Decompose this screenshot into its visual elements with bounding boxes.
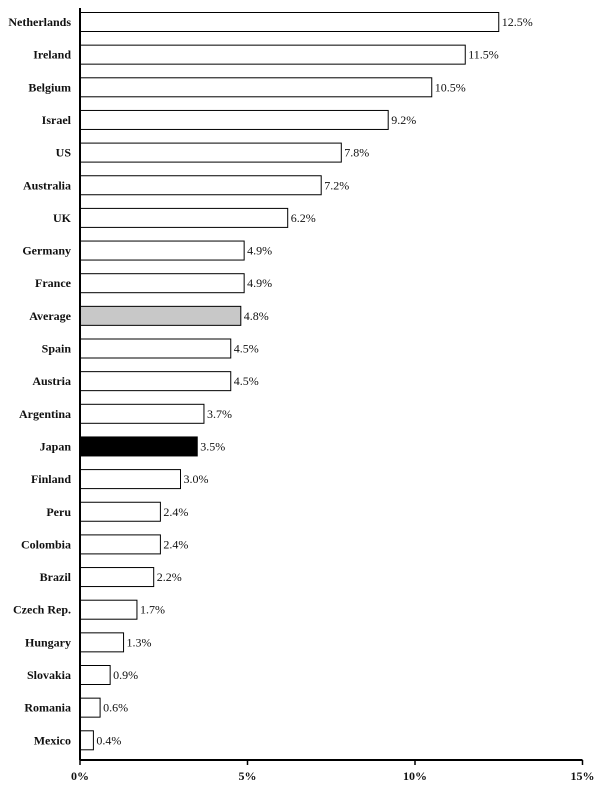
x-tick-label-10: 10% — [403, 769, 427, 783]
bar-colombia — [80, 535, 160, 554]
bar-romania — [80, 698, 100, 717]
category-label-australia: Australia — [23, 178, 71, 193]
bar-slovakia — [80, 666, 110, 685]
category-label-spain: Spain — [41, 341, 71, 356]
bar-argentina — [80, 404, 204, 423]
category-label-israel: Israel — [41, 112, 71, 127]
value-label-czech-rep: 1.7% — [139, 602, 165, 617]
value-label-us: 7.8% — [344, 145, 370, 160]
category-label-peru: Peru — [46, 504, 71, 519]
bar-hungary — [80, 633, 124, 652]
bar-israel — [80, 110, 388, 129]
category-label-slovakia: Slovakia — [26, 668, 71, 682]
bar-austria — [80, 372, 231, 391]
value-label-japan: 3.5% — [200, 439, 226, 454]
bar-germany — [80, 241, 244, 260]
bar-brazil — [80, 568, 154, 587]
bar-ireland — [80, 45, 465, 64]
bar-france — [80, 274, 244, 293]
x-tick-label-0: 0% — [71, 769, 89, 783]
bar-japan — [80, 437, 197, 456]
value-label-hungary: 1.3% — [126, 635, 152, 650]
category-label-belgium: Belgium — [28, 80, 71, 95]
category-label-japan: Japan — [39, 439, 71, 454]
bars-layer — [8, 13, 532, 750]
value-label-germany: 4.9% — [247, 243, 273, 258]
value-label-average: 4.8% — [243, 308, 269, 323]
x-tick-label-15: 15% — [570, 769, 595, 783]
value-label-colombia: 2.4% — [163, 537, 189, 552]
category-label-brazil: Brazil — [39, 570, 71, 585]
category-label-hungary: Hungary — [24, 635, 71, 650]
category-label-finland: Finland — [30, 472, 71, 487]
category-label-netherlands: Netherlands — [8, 15, 71, 29]
bar-mexico — [80, 731, 93, 750]
category-label-average: Average — [29, 308, 71, 323]
value-label-romania: 0.6% — [103, 700, 129, 715]
bar-uk — [80, 208, 288, 227]
value-label-australia: 7.2% — [324, 178, 350, 193]
value-label-france: 4.9% — [247, 276, 273, 291]
bar-finland — [80, 470, 181, 489]
category-label-ireland: Ireland — [33, 47, 71, 62]
value-label-spain: 4.5% — [233, 341, 259, 356]
bar-spain — [80, 339, 231, 358]
bar-belgium — [80, 78, 432, 97]
bar-peru — [80, 502, 160, 521]
x-tick-label-5: 5% — [238, 769, 257, 783]
value-label-mexico: 0.4% — [96, 733, 122, 748]
value-label-ireland: 11.5% — [468, 47, 499, 62]
category-label-colombia: Colombia — [20, 537, 71, 552]
bar-czech-rep — [80, 600, 137, 619]
category-label-us: US — [55, 145, 71, 160]
category-label-mexico: Mexico — [33, 733, 71, 748]
value-label-slovakia: 0.9% — [113, 668, 139, 682]
value-label-peru: 2.4% — [163, 504, 189, 519]
category-label-germany: Germany — [22, 243, 71, 258]
value-label-netherlands: 12.5% — [501, 15, 533, 29]
category-label-argentina: Argentina — [19, 406, 71, 421]
value-label-israel: 9.2% — [391, 112, 417, 127]
value-label-argentina: 3.7% — [206, 406, 232, 421]
category-label-czech-rep: Czech Rep. — [13, 602, 71, 617]
value-label-austria: 4.5% — [233, 374, 259, 389]
value-label-brazil: 2.2% — [156, 570, 182, 585]
bar-average — [80, 306, 241, 325]
bar-australia — [80, 176, 321, 195]
category-label-uk: UK — [53, 210, 71, 225]
category-label-france: France — [35, 276, 71, 291]
bar-netherlands — [80, 13, 499, 32]
category-label-romania: Romania — [24, 700, 71, 715]
value-label-finland: 3.0% — [183, 472, 209, 487]
value-label-uk: 6.2% — [290, 210, 316, 225]
bar-us — [80, 143, 341, 162]
value-label-belgium: 10.5% — [434, 80, 466, 95]
category-label-austria: Austria — [32, 374, 71, 389]
